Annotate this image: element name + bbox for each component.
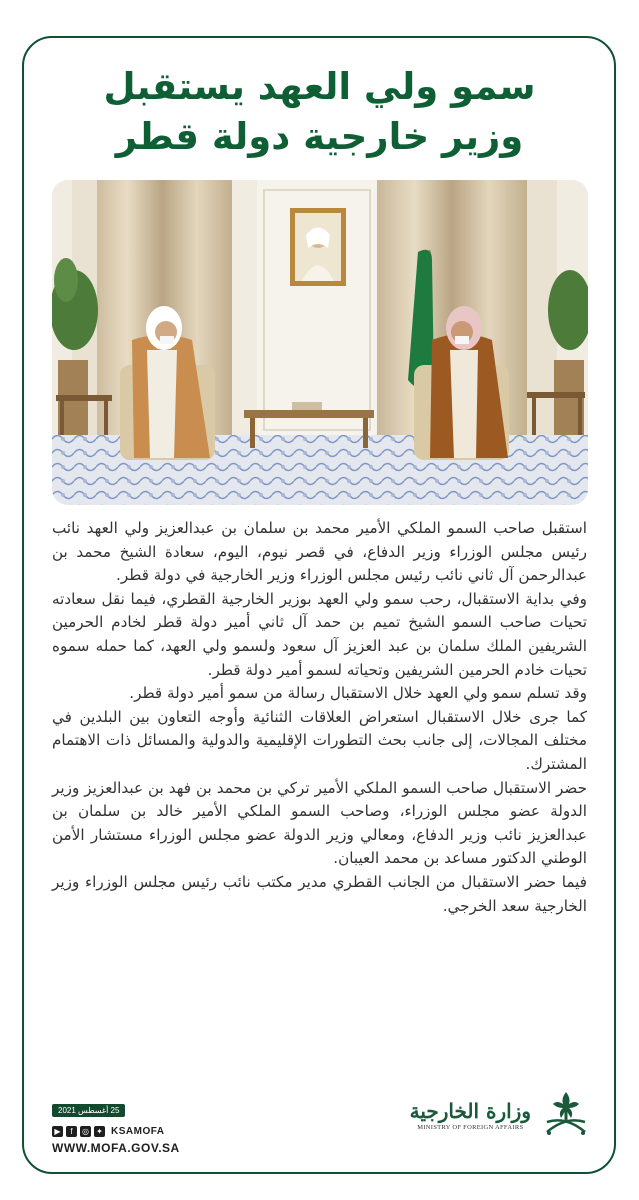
- website-link[interactable]: WWW.MOFA.GOV.SA: [52, 1141, 180, 1155]
- article-paragraph: كما جرى خلال الاستقبال استعراض العلاقات الثنائية وأوجه التعاون بين البلدين في مختلف المجالات، إلى جانب بحث التطورات الإقليمية والدولية والمسائل ذات الاهتمام المشترك.: [52, 707, 587, 773]
- ministry-branding: [410, 1088, 591, 1140]
- headline-line-1: سمو ولي العهد يستقبل: [103, 65, 536, 108]
- social-links: [52, 1126, 180, 1137]
- headline: [40, 62, 599, 162]
- social-handle[interactable]: KSAMOFA: [111, 1126, 165, 1137]
- article-paragraph: فيما حضر الاستقبال من الجانب القطري مدير مكتب نائب رئيس مجلس الوزراء وزير الخارجية سعد الخرجي.: [52, 872, 587, 915]
- article-paragraph: وفي بداية الاستقبال، رحب سمو ولي العهد بوزير الخارجية القطري، فيما نقل سعادته تحيات صاحب السمو الشيخ تميم بن حمد آل ثاني أمير دولة قطر لخادم الحرمين الشريفين الملك سلمان بن عبد العزيز آل سعود ولسمو ولي العهد، كما حمله سموه تحيات خادم الحرمين الشريفين وتحياته لسمو أمير دولة قطر.: [52, 589, 587, 679]
- footer-contact: [52, 1100, 180, 1155]
- meeting-photo-illustration: [52, 180, 588, 505]
- youtube-icon[interactable]: ▶: [52, 1126, 63, 1137]
- headline-line-2: وزير خارجية دولة قطر: [115, 115, 524, 158]
- date-badge: 25 أغسطس 2021: [52, 1104, 125, 1117]
- article-body: [52, 517, 587, 918]
- ministry-name-arabic: وزارة الخارجية: [409, 1098, 531, 1123]
- meeting-photo: [52, 180, 588, 505]
- facebook-icon[interactable]: f: [66, 1126, 77, 1137]
- article-paragraph: وقد تسلم سمو ولي العهد خلال الاستقبال رسالة من سمو أمير دولة قطر.: [129, 684, 587, 703]
- article-paragraph: حضر الاستقبال صاحب السمو الملكي الأمير تركي بن محمد بن فهد بن عبدالعزيز وزير الدولة عضو مجلس الوزراء، وصاحب السمو الملكي الأمير خالد بن سلمان بن عبدالعزيز نائب وزير الدفاع، ومعالي وزير الدولة عضو مجلس الوزراء مستشار الأمن الوطني الدكتور مساعد بن محمد العيبان.: [52, 778, 587, 868]
- saudi-emblem-icon: [541, 1088, 591, 1140]
- instagram-icon[interactable]: ◎: [80, 1126, 91, 1137]
- ministry-name-english: MINISTRY OF FOREIGN AFFAIRS: [417, 1123, 524, 1131]
- ministry-wordmark: [410, 1098, 531, 1131]
- article-paragraph: استقبل صاحب السمو الملكي الأمير محمد بن سلمان بن عبدالعزيز ولي العهد نائب رئيس مجلس الوزراء وزير الدفاع، في قصر نيوم، اليوم، سعادة الشيخ محمد بن عبدالرحمن آل ثاني نائب رئيس مجلس الوزراء وزير الخارجية في دولة قطر.: [52, 519, 587, 585]
- twitter-icon[interactable]: ✦: [94, 1126, 105, 1137]
